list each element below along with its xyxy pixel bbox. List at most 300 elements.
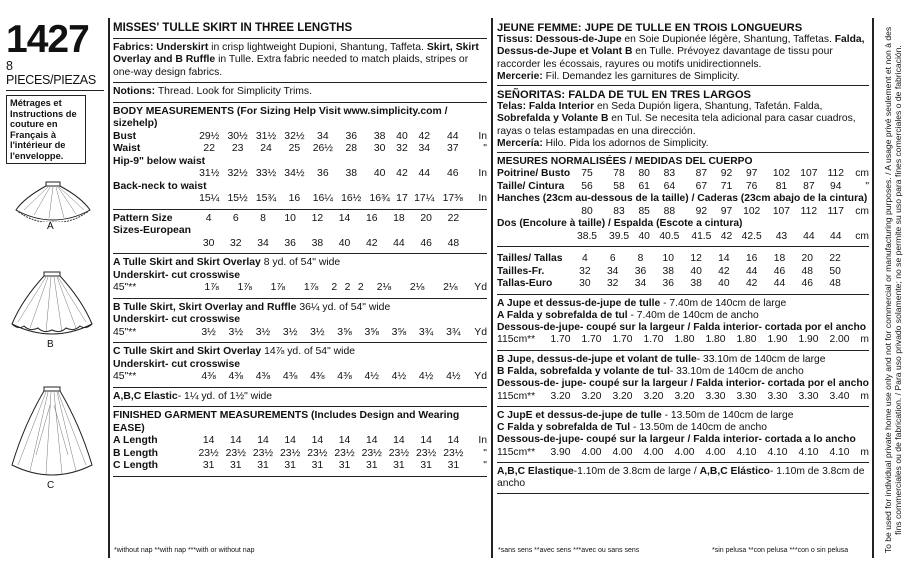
taille-row [497, 181, 869, 194]
metrage-b-section [497, 351, 869, 407]
cell: 36 [662, 278, 675, 290]
cell: 8 [637, 253, 644, 265]
row-label: A Length [113, 435, 158, 446]
cell: 4½ [418, 371, 434, 382]
cell: 97 [745, 168, 758, 180]
cell: 16½ [341, 193, 362, 204]
row-label: Waist [113, 143, 141, 154]
cell: 107 [800, 168, 818, 180]
cell: 4⅜ [337, 371, 352, 382]
cell: 112 [800, 205, 818, 217]
cell: 42 [396, 168, 408, 179]
unit: Yd [474, 326, 487, 338]
unit: cm [855, 168, 869, 180]
cell: 23½ [415, 447, 437, 459]
cell: 1.90 [798, 334, 819, 346]
body-measurements-section [113, 103, 487, 210]
cell: 4.00 [674, 446, 695, 458]
row-label: Tailles-Fr. [497, 265, 545, 277]
cell: 20 [420, 212, 432, 224]
cell: 50 [829, 265, 841, 277]
cell: 102 [772, 168, 791, 180]
es-merceria-text: Hilo. Pida los adornos de Simplicity. [542, 137, 709, 149]
cell: 31 [447, 460, 460, 471]
metrage-b-row [497, 390, 869, 403]
metrage-b-table [497, 390, 869, 403]
row-label: Hanches (23cm au-dessous de la taille) / Caderas (23cm abajo de la cintura) [497, 193, 868, 205]
poitrine-row [497, 168, 869, 181]
cell: 4⅜ [255, 371, 271, 382]
metrage-a-row [497, 334, 869, 347]
cell: 1.70 [550, 334, 571, 346]
cell: 42 [720, 230, 733, 242]
cell: 10 [662, 253, 675, 265]
spanish-title: SEÑORITAS: FALDA DE TUL EN TRES LARGOS [497, 89, 752, 102]
cell: 4⅜ [228, 371, 243, 382]
unit: " [483, 447, 487, 459]
row-label: Taille/ Cintura [497, 180, 565, 192]
metrage-b-es-label: B Falda, sobrefalda y volante de tul [497, 366, 670, 378]
cell: 38 [373, 130, 386, 142]
cell: 46 [446, 168, 459, 179]
es-merceria-label: Mercería: [497, 137, 543, 149]
yardage-a-amount: 8 yd. of 54" wide [260, 257, 341, 268]
cell: 3⅝ [364, 326, 379, 338]
cell: 37 [446, 143, 459, 154]
cell: 23½ [388, 447, 410, 459]
yardage-c-amount: 14⅞ yd. of 54" wide [261, 346, 356, 357]
cell: 28 [345, 143, 358, 154]
metrage-a-fr-label: A Jupe et dessus-de-jupe de tulle [497, 297, 661, 309]
unit: cm [855, 205, 869, 217]
row-label: Dos (Encolure à taille) / Espalda (Escote a cintura) [497, 218, 743, 230]
cell: 40 [690, 265, 702, 277]
metrage-a-es-amount: - 7.40m de 140cm de ancho [627, 309, 759, 321]
cell: 36 [284, 237, 296, 249]
fabrics-label-2: Skirt, Skirt Overlay and B Ruffle [113, 41, 479, 65]
cell: 22 [447, 212, 460, 224]
cell: 4 [582, 253, 588, 265]
yardage-b-section [113, 299, 487, 344]
pattern-number: 1427 [6, 18, 89, 61]
cell: 25 [288, 143, 301, 154]
cell: 44 [393, 237, 405, 249]
c-length-row [113, 460, 487, 473]
back-row [113, 193, 487, 206]
cell: 30 [373, 143, 386, 154]
cell: 31 [365, 460, 378, 471]
fabrics-text-2: in Tulle. Extra fabric needed to match plaids, stripes or one-way design fabrics. [113, 54, 469, 78]
yardage-c-table [113, 371, 487, 384]
cell: 1⅞ [237, 282, 252, 293]
french-spanish-column [497, 22, 869, 494]
hip-label-row [113, 156, 487, 169]
column-divider [108, 18, 110, 558]
skirt-a-drawing [14, 180, 92, 222]
cell: 3¾ [418, 326, 434, 338]
yardage-c-section [113, 343, 487, 388]
french-instructions-note: Métrages et Instructions de couture en Français à l'intérieur de l'enveloppe. [6, 95, 86, 164]
cell: 31 [393, 460, 405, 471]
cell: 14 [202, 435, 215, 446]
euro-label-row [113, 225, 487, 238]
unit: In [478, 130, 487, 142]
cell: 40 [396, 130, 408, 142]
tailles-fr-row [497, 266, 869, 279]
fr-mercerie-text: Fil. Demandez les garnitures de Simplicity. [542, 70, 740, 82]
cell: 38 [662, 265, 675, 277]
cell: 3.20 [674, 390, 695, 402]
skirt-c-drawing [6, 385, 98, 477]
cell: 14 [311, 435, 324, 446]
cell: 44 [418, 168, 431, 179]
cell: 3½ [255, 326, 271, 338]
cell: 31 [257, 460, 269, 471]
cell: 92 [695, 205, 708, 217]
cell: 23½ [252, 447, 274, 459]
elastico-label: A,B,C Elástico [699, 466, 770, 478]
cell: 76 [745, 180, 758, 192]
cell: 3.30 [798, 390, 819, 402]
cell: 41.5 [691, 230, 712, 242]
cell: 32 [606, 278, 619, 290]
cell: 3¾ [446, 326, 461, 338]
cell: 75 [581, 168, 593, 180]
fr-tissus-label: Tissus: Dessous-de-Jupe [497, 34, 622, 46]
cell: 16¼ [312, 193, 333, 204]
cell: 44 [745, 265, 758, 277]
cell: 32½ [227, 168, 248, 179]
cell: 3.20 [612, 390, 633, 402]
cell: 14 [257, 435, 269, 446]
cell: 87 [803, 180, 815, 192]
cell: 2⅛ [443, 282, 458, 293]
cell: 1⅞ [270, 282, 286, 293]
es-telas-text-2: en Tul. Se necesita tela adicional para casar cuadros, rayas o telas estampadas en una dirección. [497, 113, 856, 137]
cell: 4.10 [736, 446, 757, 458]
pattern-size-row [113, 213, 487, 226]
yardage-b-table [113, 327, 487, 340]
english-footnote: *without nap **with nap ***with or without nap [114, 547, 255, 554]
metrage-c-fr-label: C JupE et dessus-de-jupe de tulle [497, 409, 662, 421]
cell: 4.10 [798, 446, 819, 458]
cell: 4.10 [767, 446, 788, 458]
cell: 78 [613, 168, 625, 180]
cell: 112 [827, 168, 844, 180]
cell: 4.00 [643, 446, 664, 458]
cell: 1.80 [736, 334, 757, 346]
cell: 38 [345, 168, 358, 179]
notions-label: Notions: [113, 86, 156, 97]
cell: 40 [718, 278, 730, 290]
cell: 4.00 [581, 446, 602, 458]
cell: 23½ [361, 447, 382, 459]
metric-measurements-table [497, 168, 869, 243]
cell: 14 [365, 435, 378, 446]
unit: In [478, 435, 487, 446]
yardage-c-row [113, 371, 487, 384]
cell: 31½ [199, 168, 220, 179]
unit: cm [855, 230, 869, 242]
unit: " [865, 180, 869, 192]
metrage-a-table [497, 334, 869, 347]
unit: " [483, 143, 487, 154]
skirt-b-drawing [8, 270, 96, 338]
cell: 88 [663, 205, 676, 217]
metrage-a-section [497, 295, 869, 351]
cell: 4⅜ [201, 371, 216, 382]
fr-mercerie-label: Mercerie: [497, 70, 543, 82]
cell: 4½ [446, 371, 461, 382]
cell: 80 [581, 205, 593, 217]
french-title: JEUNE FEMME: JUPE DE TULLE EN TROIS LONGUEURS [497, 22, 803, 34]
elastique-text: -1.10m de 3.8cm de large / [573, 466, 700, 478]
elastic-text: - 1¼ yd. of 1½" wide [177, 390, 273, 402]
cell: 4⅜ [282, 371, 298, 382]
cell: 97 [720, 205, 733, 217]
cell: 1.70 [612, 334, 633, 346]
cell: 4.10 [829, 446, 850, 458]
cell: 15½ [227, 193, 248, 204]
metrage-b-fr-label: B Jupe, dessus-de-jupe et volant de tulle [497, 353, 697, 365]
cell: 38 [690, 278, 702, 290]
cell: 3.20 [643, 390, 664, 402]
finished-measurements-table [113, 435, 487, 473]
cell: 92 [720, 168, 733, 180]
cell: 3.30 [736, 390, 757, 402]
cell: 46 [801, 278, 813, 290]
cell: 23½ [280, 447, 301, 459]
cell: 12 [311, 212, 324, 224]
cell: 23½ [307, 447, 328, 459]
a-length-row [113, 435, 487, 448]
cell: 3½ [201, 326, 216, 338]
metrage-c-fr-amount: - 13.50m de 140cm de large [661, 409, 794, 421]
cell: 34 [317, 130, 329, 142]
cell: 4½ [391, 371, 407, 382]
cell: 6 [232, 212, 239, 224]
cell: 24 [260, 143, 272, 154]
cell: 26½ [312, 143, 333, 154]
cell: 42.5 [741, 230, 762, 242]
unit: m [860, 334, 869, 346]
cell: 44 [803, 230, 815, 242]
fabrics-label: Fabrics: Underskirt [113, 41, 209, 53]
cell: 31 [284, 460, 296, 471]
cell: 56 [581, 180, 593, 192]
cell: 44 [830, 230, 842, 242]
cell: 44 [773, 278, 786, 290]
es-telas-label: Telas: Falda Interior [497, 101, 595, 113]
fabric-width: 45"** [113, 282, 137, 293]
waist-row [113, 143, 487, 156]
cell: 3⅝ [337, 326, 352, 338]
row-label: Back-neck to waist [113, 180, 207, 192]
cell: 85 [638, 205, 650, 217]
cell: 17 [396, 193, 408, 204]
cell: 34 [634, 278, 647, 290]
metrage-b-es-amount: - 33.10m de 140cm de ancho [669, 366, 804, 378]
cell: 94 [830, 180, 842, 192]
cell: 4 [205, 212, 212, 224]
cell: 31 [420, 460, 432, 471]
b-length-row [113, 448, 487, 461]
unit: m [860, 390, 869, 402]
cell: 83 [663, 168, 676, 180]
cell: 14 [338, 435, 351, 446]
cell: 34 [606, 265, 619, 277]
cell: 2⅛ [409, 282, 425, 293]
cell: 16 [745, 253, 758, 265]
hanches-label-row [497, 193, 869, 206]
unit: In [478, 193, 487, 204]
fr-tissus-text: en Soie Dupionée légère, Shantung, Taffetas. [621, 34, 835, 46]
cell: 4.00 [705, 446, 726, 458]
cell: 14 [718, 253, 730, 265]
yardage-c-label: C Tulle Skirt and Skirt Overlay [113, 346, 262, 357]
cell: 6 [609, 253, 616, 265]
unit: " [483, 460, 487, 471]
english-column [113, 22, 487, 477]
cell: 1.80 [674, 334, 695, 346]
cell: 22 [203, 143, 215, 154]
metrage-a-es-label: A Falda y sobrefalda de tul [497, 309, 628, 321]
yardage-a-row [113, 282, 487, 295]
es-telas-label-2: Sobrefalda y Volante B [497, 113, 609, 125]
hanches-row [497, 206, 869, 219]
row-label: Pattern Size [113, 212, 173, 224]
metrage-c-table [497, 447, 869, 460]
bust-row [113, 131, 487, 144]
unit: Yd [474, 282, 487, 293]
cell: 42 [745, 278, 758, 290]
cell: 32 [396, 143, 408, 154]
fabric-width: 115cm** [497, 390, 536, 402]
cell: 34 [418, 143, 431, 154]
tailles-row [497, 253, 869, 266]
metrage-a-underskirt: Dessous-de-jupe- coupé sur la largeur / Falda interior- cortada por el ancho [497, 322, 867, 334]
yardage-a-section [113, 254, 487, 299]
cell: 40 [638, 230, 650, 242]
cell: 3.40 [829, 390, 850, 402]
dos-row [497, 231, 869, 244]
cell: 42 [718, 265, 730, 277]
cell: 1.90 [767, 334, 788, 346]
body-measurements-table [113, 131, 487, 206]
cell: 4⅜ [310, 371, 325, 382]
cell: 30½ [227, 130, 248, 142]
cell: 87 [695, 168, 708, 180]
cell: 2 [331, 282, 338, 293]
cell: 30 [579, 278, 591, 290]
cell: 58 [613, 180, 625, 192]
cell: 3.30 [705, 390, 726, 402]
cell: 46 [773, 265, 786, 277]
usage-disclaimer [876, 18, 910, 562]
cell: 23½ [225, 447, 246, 459]
cell: 22 [829, 253, 841, 265]
cell: 38.5 [576, 230, 598, 242]
cell: 46 [420, 237, 432, 249]
cell: 18 [773, 253, 786, 265]
tailles-section [497, 247, 869, 295]
cell: 14 [230, 435, 242, 446]
column-divider [491, 18, 493, 558]
cell: 30 [202, 237, 215, 249]
fabrics-section [113, 39, 487, 84]
euro-row [113, 238, 487, 251]
cell: 20 [801, 253, 813, 265]
cell: 44 [446, 130, 459, 142]
cell: 81 [775, 180, 788, 192]
column-divider [872, 18, 874, 558]
cell: 32 [230, 237, 242, 249]
cell: 2.00 [829, 334, 850, 346]
cell: 40 [373, 168, 386, 179]
row-label: Hip-9" below waist [113, 155, 206, 167]
french-footnote: *sans sens **avec sens ***avec ou sans sens [498, 547, 640, 554]
cell: 16¾ [369, 193, 390, 204]
tallas-euro-row [497, 278, 869, 291]
cell: 31 [202, 460, 215, 471]
elastic-label: A,B,C Elastic [113, 390, 178, 402]
cell: 14 [447, 435, 460, 446]
fabric-width: 45"** [113, 371, 137, 382]
cell: 17⅜ [442, 193, 463, 204]
cell: 16 [365, 212, 378, 224]
fabric-width: 45"** [113, 326, 137, 338]
dos-label-row [497, 218, 869, 231]
cell: 2 [344, 282, 351, 293]
metrage-c-section [497, 407, 869, 463]
metric-measurements-title: MESURES NORMALISÉES / MEDIDAS DEL CUERPO [497, 156, 753, 168]
cell: 31 [311, 460, 324, 471]
underskirt-b-label: Underskirt- cut crosswise [113, 314, 241, 325]
cell: 32½ [284, 130, 305, 142]
pieces-count: 8 PIECES/PIEZAS [6, 59, 104, 91]
cell: 48 [829, 278, 841, 290]
metric-measurements-section [497, 153, 869, 247]
cell: 43 [775, 230, 788, 242]
cell: 14 [338, 212, 351, 224]
fabrics-text: in crisp lightweight Dupioni, Shantung, Taffeta. [208, 41, 427, 53]
cell: 8 [260, 212, 266, 224]
row-label: Sizes-European [113, 225, 191, 236]
cell: 36 [345, 130, 358, 142]
yardage-b-row [113, 327, 487, 340]
sizes-table [113, 213, 487, 251]
cell: 23½ [198, 447, 219, 459]
cell: 3½ [228, 326, 243, 338]
yardage-b-label: B Tulle Skirt, Skirt Overlay and Ruffle [113, 301, 297, 313]
cell: 42 [365, 237, 378, 249]
underskirt-a-label: Underskirt- cut crosswise [113, 269, 241, 281]
back-label-row [113, 181, 487, 194]
fabric-width: 115cm** [497, 334, 536, 346]
metrage-c-es-label: C Falda y sobrefalda de Tul [497, 422, 631, 434]
row-label: Tallas-Euro [497, 278, 553, 290]
cell: 42 [418, 130, 431, 142]
elastic-section [113, 388, 487, 408]
cell: 34 [257, 237, 269, 249]
cell: 23½ [443, 447, 464, 459]
cell: 3.20 [550, 390, 571, 402]
cell: 31 [338, 460, 351, 471]
cell: 67 [695, 180, 708, 192]
cell: 23½ [334, 447, 355, 459]
finished-measurements-title: FINISHED GARMENT MEASUREMENTS (Includes Design and Wearing EASE) [113, 410, 460, 434]
elastique-section [497, 463, 869, 494]
